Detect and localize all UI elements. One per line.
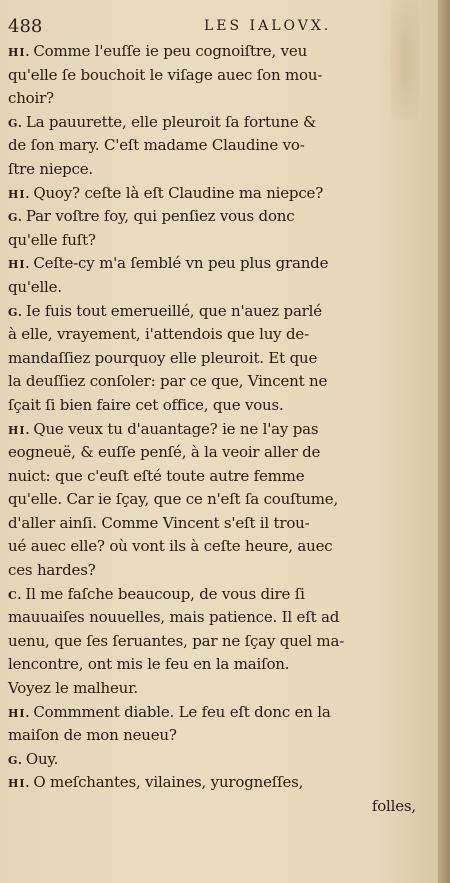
text-line	[8, 229, 430, 253]
text-line	[8, 300, 430, 324]
text-line	[8, 653, 430, 677]
text-line	[8, 748, 430, 772]
line-text: qu'elle ſe bouchoit le viſage auec ſon mou-	[8, 65, 323, 84]
line-text: Comme l'euſſe ie peu cognoiſtre, veu	[33, 42, 308, 60]
line-text: Par voſtre foy, qui penſiez vous donc	[25, 207, 295, 226]
line-text: qu'elle. Car ie ſçay, que ce n'eſt ſa couſtume,	[8, 490, 339, 509]
text-line	[8, 347, 430, 371]
text-line	[8, 87, 430, 111]
text-line	[8, 276, 430, 300]
line-text: Que veux tu d'auantage? ie ne l'ay pas	[33, 419, 319, 438]
text-line	[8, 771, 430, 795]
line-text: eogneuë, & euſſe penſé, à la veoir aller de	[8, 443, 321, 462]
line-text: maiſon de mon neueu?	[8, 726, 177, 745]
text-line	[8, 630, 430, 654]
text-line	[8, 677, 430, 701]
page-header	[8, 16, 428, 38]
line-text: Ie fuis tout emerueillé, que n'auez parlé	[25, 301, 322, 320]
text-line	[8, 795, 430, 819]
speaker-label: G.	[8, 305, 23, 319]
text-line	[8, 394, 430, 418]
page-number: 488	[8, 16, 43, 37]
text-line	[8, 158, 430, 182]
page-edge	[438, 0, 450, 883]
line-text: choir?	[8, 89, 54, 108]
line-text: Voyez le malheur.	[8, 679, 139, 698]
speaker-label: HI.	[8, 423, 31, 437]
line-text: la deuſſiez conſoler: par ce que, Vincent ne	[8, 372, 328, 391]
text-line	[8, 583, 430, 607]
text-line	[8, 205, 430, 229]
speaker-label: G.	[8, 753, 23, 767]
text-line	[8, 111, 430, 135]
line-text: Ceſte-cy m'a ſemblé vn peu plus grande	[33, 254, 329, 273]
line-text: Ouy.	[25, 749, 59, 768]
speaker-label: G.	[8, 116, 23, 130]
text-line	[8, 488, 430, 512]
text-line	[8, 134, 430, 158]
speaker-label: HI.	[8, 258, 31, 272]
line-text: La pauurette, elle pleuroit ſa fortune &	[25, 112, 317, 131]
line-text: ſçait ſi bien faire cet office, que vous.	[8, 395, 284, 414]
text-line	[8, 40, 430, 64]
text-line	[8, 465, 430, 489]
line-text: qu'elle fuſt?	[8, 230, 96, 249]
line-text: ué auec elle? où vont ils à ceſte heure, auec	[8, 537, 333, 556]
line-text: mauuaiſes nouuelles, mais patience. Il eſt ad	[8, 608, 340, 627]
line-text: qu'elle.	[8, 277, 62, 296]
text-line	[8, 252, 430, 276]
line-text: lencontre, ont mis le feu en la maiſon.	[8, 655, 290, 674]
line-text: ces hardes?	[8, 561, 96, 580]
line-text: mandaſſiez pourquoy elle pleuroit. Et que	[8, 348, 318, 367]
speaker-label: HI.	[8, 187, 31, 201]
speaker-label: C.	[8, 588, 23, 602]
text-line	[8, 701, 430, 725]
text-line	[8, 559, 430, 583]
text-line	[8, 606, 430, 630]
line-text: uenu, que ſes ſeruantes, par ne ſçay quel ma-	[8, 631, 345, 650]
speaker-label: HI.	[8, 777, 31, 791]
text-line	[8, 323, 430, 347]
dialogue-text	[8, 40, 430, 819]
text-line	[8, 441, 430, 465]
speaker-label: HI.	[8, 706, 31, 720]
text-line	[8, 182, 430, 206]
speaker-label: HI.	[8, 46, 31, 59]
line-text: Commment diable. Le feu eſt donc en la	[33, 702, 331, 721]
line-text: folles,	[371, 797, 416, 815]
text-line	[8, 418, 430, 442]
line-text: Quoy? ceſte là eſt Claudine ma niepce?	[33, 183, 324, 202]
running-head: LES IALOVX.	[204, 18, 332, 34]
line-text: Il me faſche beaucoup, de vous dire ſi	[25, 584, 305, 603]
line-text: de ſon mary. C'eſt madame Claudine vo-	[8, 136, 305, 155]
speaker-label: G.	[8, 211, 23, 225]
text-line	[8, 724, 430, 748]
text-line	[8, 64, 430, 88]
line-text: d'aller ainſi. Comme Vincent s'eſt il trou-	[8, 513, 310, 532]
line-text: O meſchantes, vilaines, yurogneſſes,	[33, 773, 304, 792]
line-text: ſtre niepce.	[8, 159, 93, 178]
line-text: à elle, vrayement, i'attendois que luy de-	[8, 325, 309, 344]
text-line	[8, 370, 430, 394]
text-line	[8, 535, 430, 559]
text-line	[8, 512, 430, 536]
line-text: nuict: que c'euſt eſté toute autre femme	[8, 466, 305, 485]
